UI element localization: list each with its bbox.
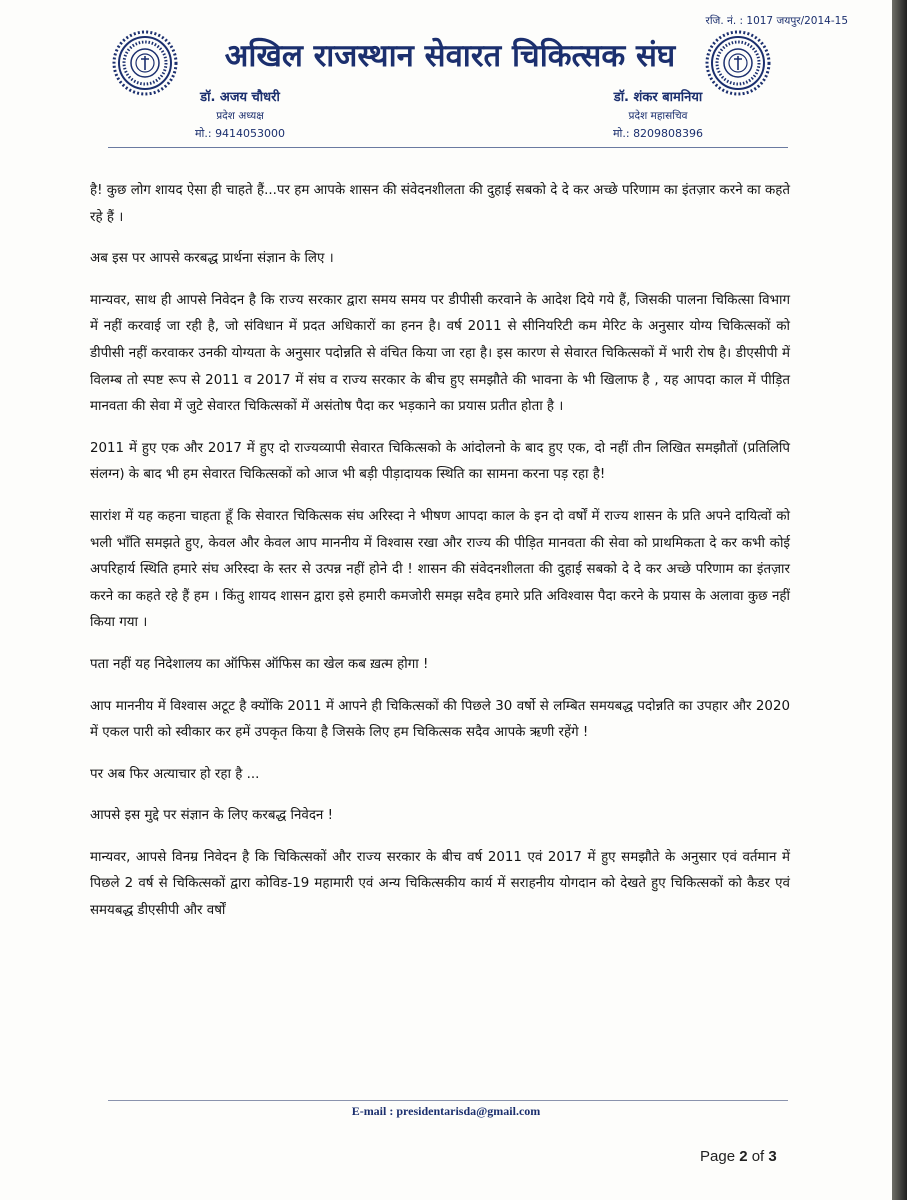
- page-prefix: Page: [700, 1148, 740, 1165]
- secretary-designation: प्रदेश महासचिव: [628, 110, 688, 122]
- secretary-name: डॉ. शंकर बामनिया: [613, 90, 703, 105]
- footer-email: E-mail : presidentarisda@gmail.com: [351, 1104, 541, 1118]
- emblem-icon: [112, 30, 178, 96]
- paragraph: पता नहीं यह निदेशालय का ऑफिस ऑफिस का खेल कब ख़त्म होगा !: [90, 656, 429, 672]
- emblem-icon: [705, 30, 771, 96]
- paragraph: मान्यवर, साथ ही आपसे निवेदन है कि राज्य सरकार द्वारा समय समय पर डीपीसी करवाने के आदेश दिये गये हैं, जिसकी पालना चिकित्सा विभाग में नहीं करवाई जा रही है, जो संविधान में प्रदत अधिकारों का हनन है। वर्ष 2011 से सीनियरिटी कम मेरिट के अनुसार योग्य चिकित्सकों को डीपीसी नहीं करवाकर उनकी योग्यता के अनुसार पदोन्नति से वंचित किया जा रहा है। इस कारण से सेवारत चिकित्सकों में भारी रोष है। डीएसीपी में विलम्ब तो स्पष्ट रूप से 2011 व 2017 में संघ व राज्य सरकार के बीच हुए समझौते की भावना के भी खिलाफ है , यह आपदा काल में पीड़ित मानवता की सेवा में जुटे सेवारत चिकित्सकों में असंतोष पैदा कर भड़काने का प्रयास प्रतीत होता है ।: [90, 292, 790, 415]
- paragraph: मान्यवर, आपसे विनम्र निवेदन है कि चिकित्सकों और राज्य सरकार के बीच वर्ष 2011 एवं 2017 में हुए समझौते के अनुसार एवं वर्तमान में पिछले 2 वर्ष से चिकित्सकों द्वारा कोविड-19 महामारी एवं अन्य चिकित्सकीय कार्य में सराहनीय योगदान को देखते हुए चिकित्सकों को कैडर एवं समयबद्ध डीएसीपी और वर्षों: [90, 849, 790, 919]
- registration-number: रजि. नं. : 1017 जयपुर/2014-15: [705, 15, 848, 27]
- page-mid: of: [747, 1148, 769, 1165]
- paragraph: 2011 में हुए एक और 2017 में हुए दो राज्यव्यापी सेवारत चिकित्सको के आंदोलनो के बाद हुए एक, दो नहीं तीन लिखित समझौतों (प्रतिलिपि संलग्न) के बाद भी हम सेवारत चिकित्सकों को आज भी बड़ी पीड़ादायक स्थिति का सामना करना पड़ रहा है!: [90, 440, 790, 483]
- president-phone: मो.: 9414053000: [194, 127, 286, 140]
- president-name: डॉ. अजय चौधरी: [200, 90, 280, 105]
- president-designation: प्रदेश अध्यक्ष: [216, 110, 264, 122]
- secretary-phone: मो.: 8209808396: [612, 127, 704, 140]
- paragraph: अब इस पर आपसे करबद्ध प्रार्थना संज्ञान के लिए ।: [90, 251, 334, 267]
- paragraph: आपसे इस मुद्दे पर संज्ञान के लिए करबद्ध निवेदन !: [90, 808, 333, 824]
- page-total: 3: [768, 1148, 777, 1165]
- page-number: [700, 1148, 777, 1165]
- paragraph: है! कुछ लोग शायद ऐसा ही चाहते हैं...पर हम आपके शासन की संवेदनशीलता की दुहाई सबको दे दे कर अच्छे परिणाम का इंतज़ार करने का कहते रहे हैं ।: [90, 183, 790, 225]
- page-current: 2: [739, 1148, 748, 1165]
- secretary-block: [528, 89, 788, 143]
- header-divider: [108, 147, 788, 148]
- paragraph: सारांश में यह कहना चाहता हूँ कि सेवारत चिकित्सक संघ अरिस्दा ने भीषण आपदा काल के इन दो वर्षों में राज्य शासन के प्रति अपने दायित्वों को भली भाँति समझते हुए, केवल और केवल आप माननीय में विश्वास रखा और राज्य की पीड़ित मानवता की सेवा को प्राथमिकता दे कर कभी कोई अपरिहार्य स्थिति हमारे संघ अरिस्दा के स्तर से उत्पन्न नहीं होने दी ! शासन की संवेदनशीलता की दुहाई सबको दे दे कर अच्छे परिणाम का इंतज़ार करने का कहते रहे हैं हम । किंतु शायद शासन द्वारा इसे हमारी कमजोरी समझ सदैव हमारे प्रति अविश्वास पैदा करने के प्रयास के अलावा कुछ नहीं किया गया ।: [90, 508, 790, 631]
- background-edge: [892, 0, 907, 1200]
- footer-divider: [108, 1100, 788, 1101]
- paragraph: आप माननीय में विश्वास अटूट है क्योंकि 2011 में आपने ही चिकित्सकों की पिछले 30 वर्षो से लम्बित समयबद्ध पदोन्नति का उपहार और 2020 में एकल पारी को स्वीकार कर हमें उपकृत किया है जिसके लिए हम चिकित्सक सदैव आपके ऋणी रहेंगे !: [90, 698, 790, 741]
- letter-body: [90, 178, 790, 940]
- organization-title: अखिल राजस्थान सेवारत चिकित्सक संघ: [224, 38, 676, 74]
- president-block: [110, 89, 370, 143]
- paragraph: पर अब फिर अत्याचार हो रहा है ...: [90, 766, 260, 782]
